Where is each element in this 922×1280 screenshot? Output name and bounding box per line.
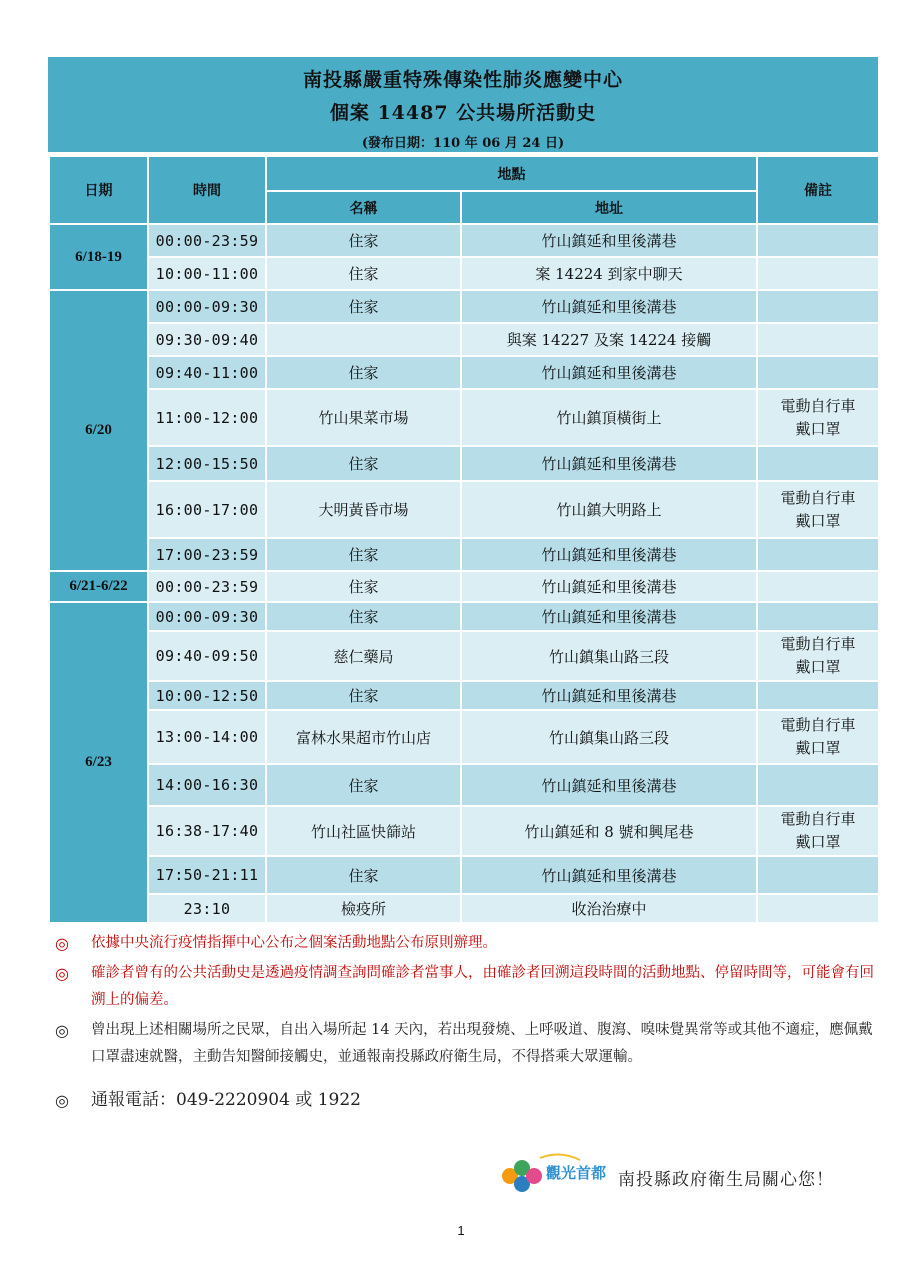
note-line: 電動自行車 (780, 396, 856, 415)
note-cell (757, 710, 879, 764)
time-cell: 16:00-17:00 (148, 481, 266, 538)
time-cell: 00:00-23:59 (148, 224, 266, 257)
note-cell (757, 389, 879, 446)
header-date: 日期 (49, 156, 148, 224)
table-row (49, 631, 879, 681)
note-text: 曾出現上述相關場所之民眾，自出入場所起 14 天內，若出現發燒、上呼吸道、腹瀉、嗅味覺異常等或其他不適症，應佩戴口罩盡速就醫，主動告知醫師接觸史，並通報南投縣政府衛生局，不得搭乘大眾運輸。 (91, 1022, 873, 1065)
page-subtitle: 個案 14487 公共場所活動史 (329, 102, 597, 124)
note-line: 電動自行車 (780, 716, 856, 734)
address-cell: 竹山鎮延和里後溝巷 (461, 602, 757, 631)
table-row (49, 571, 879, 602)
note-text: 依據中央流行疫情指揮中心公布之個案活動地點公布原則辦理。 (91, 935, 497, 951)
name-cell: 檢疫所 (266, 894, 461, 923)
address-cell: 竹山鎮集山路三段 (461, 631, 757, 681)
header-note: 備註 (757, 156, 879, 224)
table-row (49, 446, 879, 481)
address-cell: 竹山鎮延和里後溝巷 (461, 224, 757, 257)
note-item (55, 930, 875, 957)
note-line: 戴口罩 (795, 658, 841, 676)
table-row (49, 681, 879, 710)
tourism-logo-icon (500, 1150, 608, 1196)
table-row (49, 323, 879, 356)
name-cell: 富林水果超市竹山店 (266, 710, 461, 764)
time-cell: 00:00-09:30 (148, 290, 266, 323)
name-cell: 住家 (266, 571, 461, 602)
page-title: 南投縣嚴重特殊傳染性肺炎應變中心 (302, 69, 623, 91)
release-date: (發布日期：110 年 06 月 24 日) (361, 136, 565, 151)
note-line: 戴口罩 (795, 739, 841, 757)
document-page (48, 57, 878, 924)
note-cell (757, 481, 879, 538)
bullet-icon: ◎ (55, 934, 69, 953)
name-cell: 住家 (266, 602, 461, 631)
table-row (49, 290, 879, 323)
note-line: 電動自行車 (780, 635, 856, 653)
header-time: 時間 (148, 156, 266, 224)
table-row (49, 602, 879, 631)
logo-text: 觀光首都 (546, 1164, 607, 1182)
date-cell: 6/23 (49, 602, 148, 923)
note-line: 電動自行車 (780, 810, 856, 828)
bullet-icon: ◎ (55, 1091, 69, 1110)
time-cell: 10:00-11:00 (148, 257, 266, 290)
note-cell (757, 681, 879, 710)
table-row (49, 894, 879, 923)
header-address: 地址 (461, 191, 757, 224)
address-cell: 竹山鎮延和里後溝巷 (461, 446, 757, 481)
note-line: 戴口罩 (795, 833, 841, 851)
note-cell (757, 257, 879, 290)
bullet-icon: ◎ (55, 1021, 69, 1040)
page-number: 1 (457, 1223, 465, 1238)
footer (500, 1150, 880, 1200)
time-cell: 00:00-23:59 (148, 571, 266, 602)
note-cell (757, 631, 879, 681)
time-cell: 12:00-15:50 (148, 446, 266, 481)
name-cell: 住家 (266, 446, 461, 481)
time-cell: 13:00-14:00 (148, 710, 266, 764)
name-cell: 住家 (266, 290, 461, 323)
logo-dot (526, 1168, 542, 1184)
name-cell: 竹山社區快篩站 (266, 806, 461, 856)
name-cell: 大明黃昏市場 (266, 481, 461, 538)
note-item (55, 1017, 875, 1071)
name-cell (266, 323, 461, 356)
date-cell: 6/20 (49, 290, 148, 571)
note-cell (757, 290, 879, 323)
note-line: 戴口罩 (795, 419, 841, 438)
address-cell: 竹山鎮延和里後溝巷 (461, 290, 757, 323)
note-cell (757, 856, 879, 894)
name-cell: 住家 (266, 681, 461, 710)
address-cell: 竹山鎮延和里後溝巷 (461, 356, 757, 389)
name-cell: 住家 (266, 224, 461, 257)
time-cell: 17:00-23:59 (148, 538, 266, 571)
note-cell (757, 538, 879, 571)
note-cell (757, 356, 879, 389)
time-cell: 23:10 (148, 894, 266, 923)
title-block (48, 57, 878, 152)
address-cell: 竹山鎮頂橫街上 (461, 389, 757, 446)
date-cell: 6/21-6/22 (49, 571, 148, 602)
time-cell: 00:00-09:30 (148, 602, 266, 631)
address-cell: 收治治療中 (461, 894, 757, 923)
note-cell (757, 806, 879, 856)
address-cell: 竹山鎮延和里後溝巷 (461, 681, 757, 710)
date-cell: 6/18-19 (49, 224, 148, 290)
notes-section (55, 930, 875, 1117)
table-row (49, 356, 879, 389)
phone-note (55, 1087, 875, 1114)
phone-text: 通報電話：049-2220904 或 1922 (91, 1090, 361, 1110)
note-cell (757, 224, 879, 257)
name-cell: 慈仁藥局 (266, 631, 461, 681)
address-cell: 竹山鎮延和里後溝巷 (461, 764, 757, 806)
note-cell (757, 446, 879, 481)
bullet-icon: ◎ (55, 964, 69, 983)
note-line: 電動自行車 (780, 488, 856, 507)
table-row (49, 481, 879, 538)
name-cell: 住家 (266, 856, 461, 894)
address-cell: 竹山鎮延和 8 號和興尾巷 (461, 806, 757, 856)
table-row (49, 764, 879, 806)
note-cell (757, 602, 879, 631)
header-place: 地點 (266, 156, 757, 191)
time-cell: 14:00-16:30 (148, 764, 266, 806)
address-cell: 竹山鎮延和里後溝巷 (461, 856, 757, 894)
logo-swoosh (540, 1154, 580, 1160)
header-name: 名稱 (266, 191, 461, 224)
time-cell: 09:40-09:50 (148, 631, 266, 681)
table-row (49, 710, 879, 764)
time-cell: 09:40-11:00 (148, 356, 266, 389)
footer-message: 南投縣政府衛生局關心您！ (618, 1170, 834, 1190)
address-cell: 竹山鎮延和里後溝巷 (461, 538, 757, 571)
time-cell: 11:00-12:00 (148, 389, 266, 446)
name-cell: 住家 (266, 538, 461, 571)
table-row (49, 538, 879, 571)
time-cell: 16:38-17:40 (148, 806, 266, 856)
time-cell: 10:00-12:50 (148, 681, 266, 710)
address-cell: 竹山鎮大明路上 (461, 481, 757, 538)
name-cell: 竹山果菜市場 (266, 389, 461, 446)
note-cell (757, 894, 879, 923)
name-cell: 住家 (266, 764, 461, 806)
table-row (49, 806, 879, 856)
note-line: 戴口罩 (795, 511, 841, 530)
note-cell (757, 571, 879, 602)
table-row (49, 257, 879, 290)
time-cell: 17:50-21:11 (148, 856, 266, 894)
table-row (49, 856, 879, 894)
address-cell: 竹山鎮集山路三段 (461, 710, 757, 764)
time-cell: 09:30-09:40 (148, 323, 266, 356)
note-item (55, 960, 875, 1014)
note-cell (757, 323, 879, 356)
activity-table (48, 155, 880, 924)
name-cell: 住家 (266, 257, 461, 290)
table-row (49, 224, 879, 257)
address-cell: 竹山鎮延和里後溝巷 (461, 571, 757, 602)
name-cell: 住家 (266, 356, 461, 389)
table-row (49, 389, 879, 446)
note-cell (757, 764, 879, 806)
address-cell: 案 14224 到家中聊天 (461, 257, 757, 290)
note-text: 確診者曾有的公共活動史是透過疫情調查詢問確診者當事人，由確診者回溯這段時間的活動地點、停留時間等，可能會有回溯上的偏差。 (91, 965, 874, 1008)
address-cell: 與案 14227 及案 14224 接觸 (461, 323, 757, 356)
